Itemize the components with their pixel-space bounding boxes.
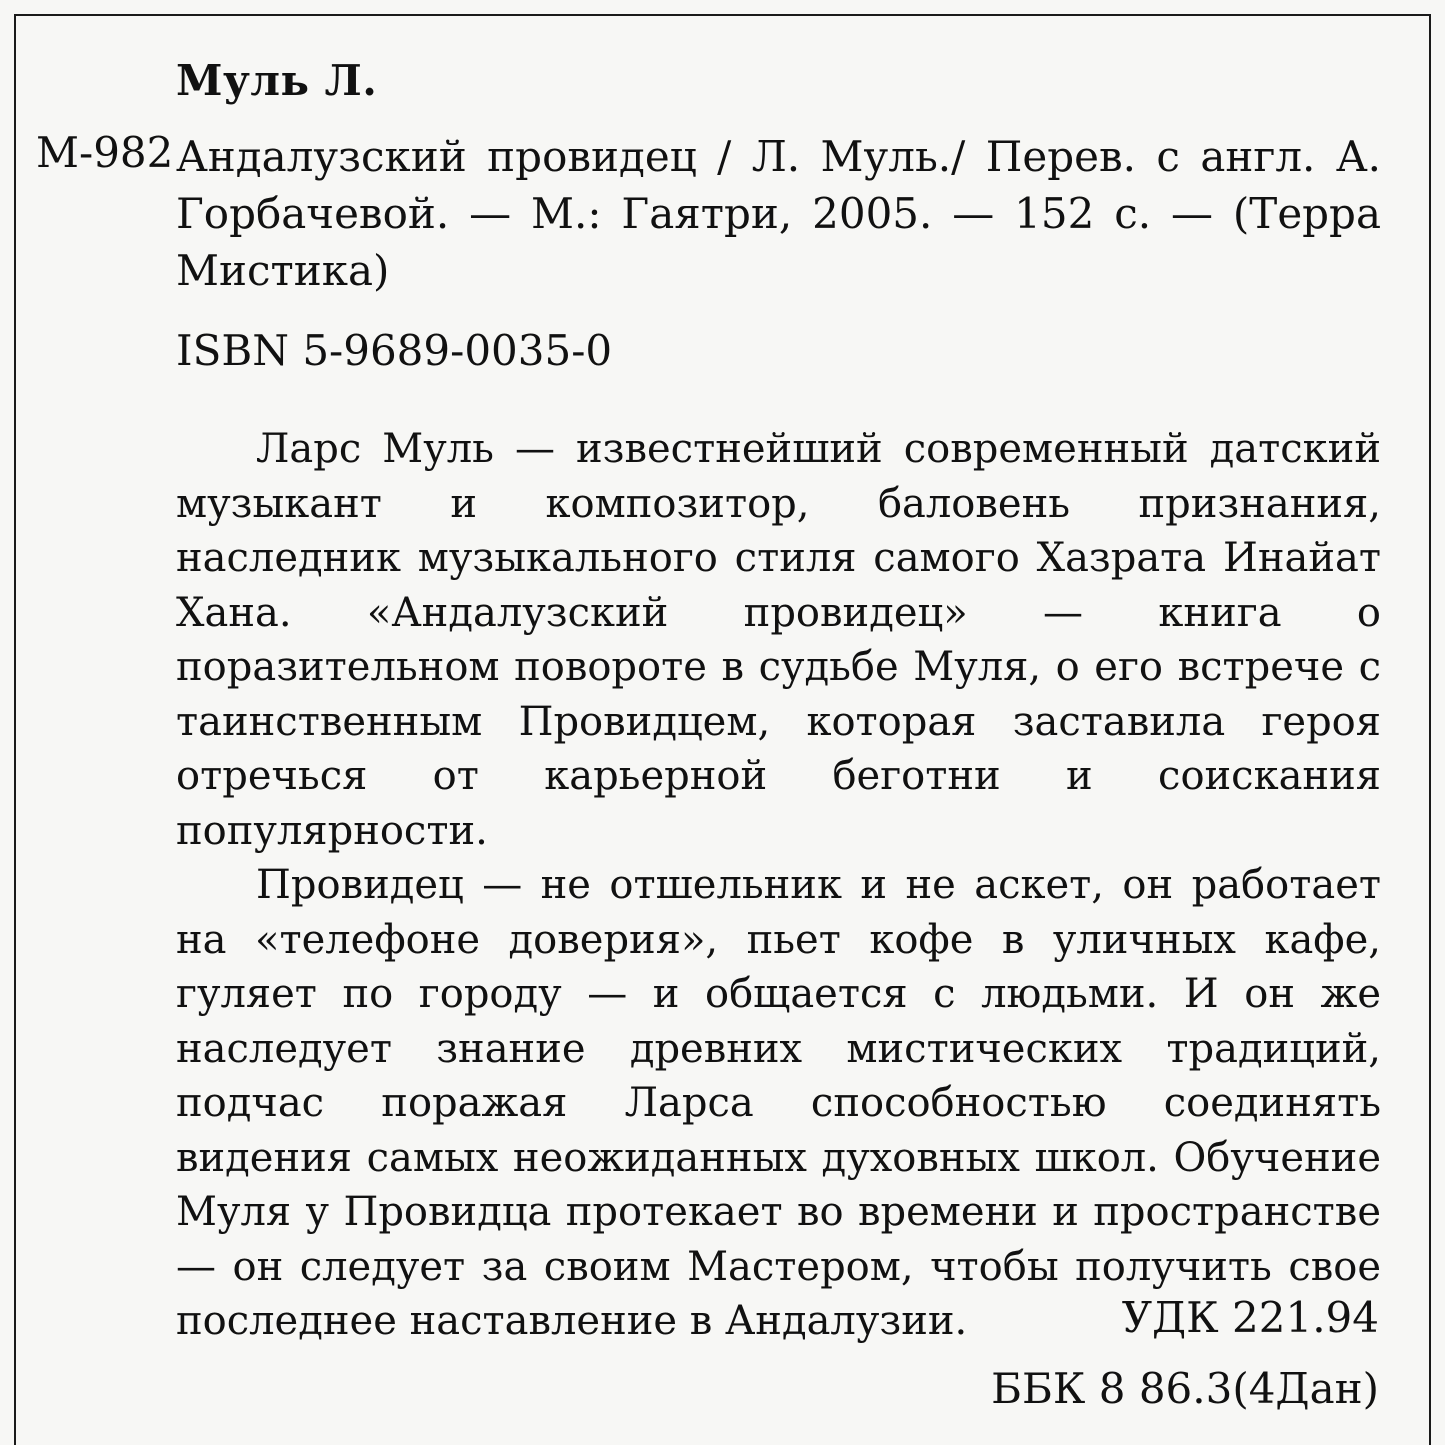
abstract-paragraph-2: Провидец — не отшельник и не аскет, он работает на «телефоне доверия», пьет кофе в уличных кафе, гуляет по городу — и общается с людьми. И он же наследует знание древних мистических традиций, подчас поражая Ларса способностью соединять видения самых неожиданных духовных школ. Обучение Муля у Провидца протекает во времени и пространстве — он следует за своим Мастером, чтобы получить свое последнее наставление в Андалузии. <box>176 862 1381 1344</box>
frame-left-border <box>14 14 16 1445</box>
udk-code: УДК 221.94 <box>1121 1293 1379 1342</box>
bbk-code: ББК 8 86.3(4Дан) <box>991 1364 1379 1413</box>
frame-right-border <box>1429 14 1431 1445</box>
abstract <box>176 422 1381 1349</box>
catalog-code: М-982 <box>36 128 174 177</box>
author-heading: Муль Л. <box>176 56 378 105</box>
abstract-paragraph-1: Ларс Муль — известнейший современный датский музыкант и композитор, баловень признания, наследник музыкального стиля самого Хазрата Инайат Хана. «Андалузский провидец» — книга о поразительном повороте в судьбе Муля, о его встрече с таинственным Провидцем, которая заставила героя отречься от карьерной беготни и соискания популярности. <box>176 426 1381 854</box>
frame-top-border <box>14 14 1431 16</box>
classification-codes <box>991 1282 1379 1424</box>
bibliographic-entry: Андалузский провидец / Л. Муль./ Перев. с англ. А. Горбачевой. — М.: Гаятри, 2005. — 152 с. — (Терра Мистика) <box>176 132 1381 295</box>
isbn-line: ISBN 5-9689-0035-0 <box>176 326 613 375</box>
